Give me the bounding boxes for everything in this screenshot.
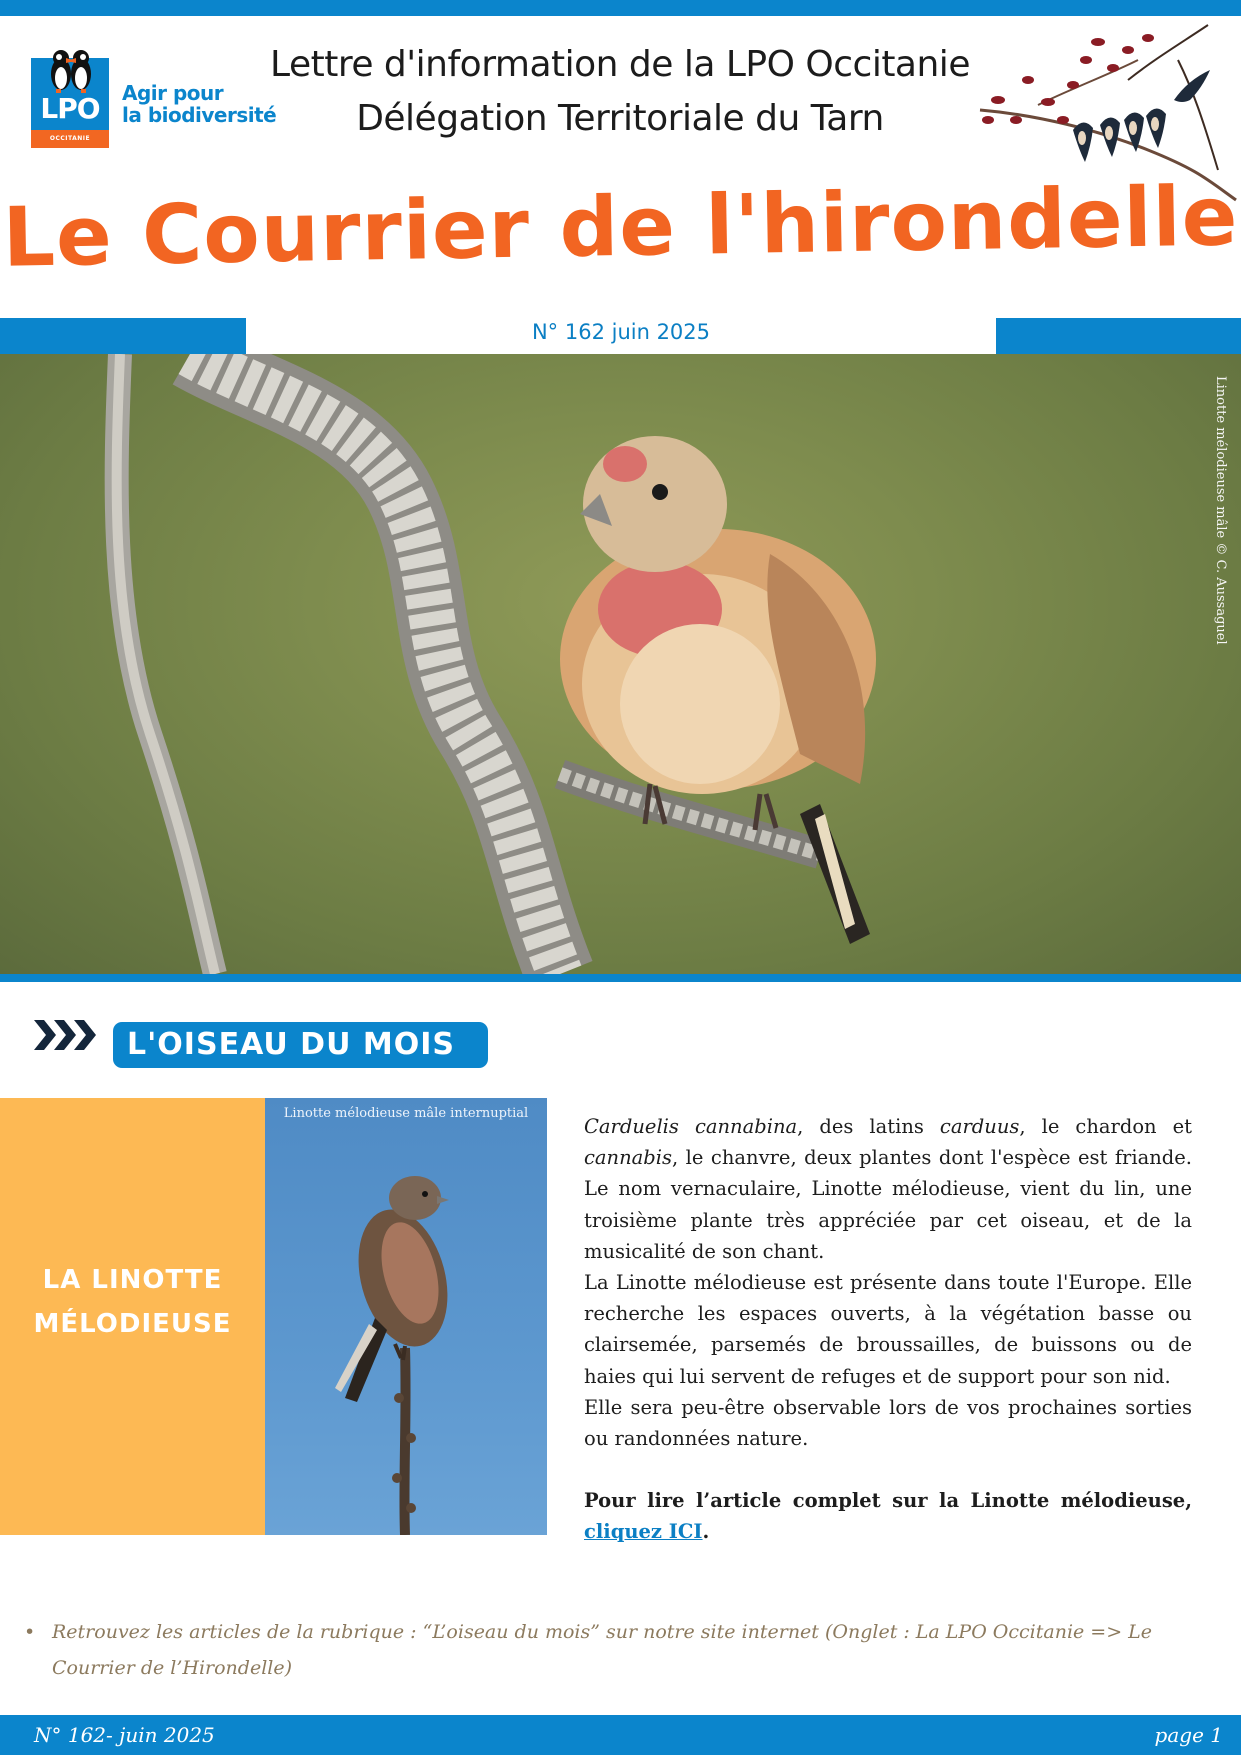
linnet-photo [265,1098,547,1535]
linnet-photo-caption: Linotte mélodieuse mâle internuptial [283,1106,529,1121]
logo-region: OCCITANIE [31,130,109,148]
issue-band-left [0,318,246,354]
article-paragraph-3: Elle sera peu-être observable lors de vos prochaines sorties ou randonnées nature. [584,1395,1192,1451]
triple-chevron-icon [34,1016,100,1054]
footer-page-number: page 1 [1154,1723,1223,1747]
logo-tagline-line2: la biodiversité [122,103,277,127]
bird-name-line2: MÉLODIEUSE [33,1309,232,1339]
newsletter-subtitle: Lettre d'information de la LPO Occitanie [270,44,970,85]
hero-photo-credit: Linotte mélodieuse mâle © C. Aussaguel [1213,376,1228,645]
linnet-photo-drawing [265,1098,547,1535]
paragraph-gap [584,1454,1192,1485]
logo-tagline-line1: Agir pour [122,81,224,105]
bird-name-line1: LA LINOTTE [42,1265,223,1295]
hero-photo-drawing [0,354,1241,974]
latin-name: Carduelis cannabina [584,1115,798,1138]
bird-name [0,1258,265,1346]
section-title-bird-of-month: L'OISEAU DU MOIS [113,1022,488,1068]
read-full-article-link[interactable]: cliquez ICI [584,1520,703,1544]
article-paragraph-1 [584,1111,1192,1267]
hero-bottom-bar [0,974,1241,982]
newsletter-title: Le Courrier de l'hirondelle [1,169,1240,286]
article-text: , le chanvre, deux plantes dont l'espèce est friande. Le nom vernaculaire, Linotte mélodieuse, vient du lin, une troisième plante très appréciée par cet oiseau, et de la musicalité de son chant. [584,1146,1192,1263]
issue-band-right [996,318,1241,354]
hero-photo-linnet [0,354,1241,974]
article-text: , le chardon et [1019,1115,1193,1138]
article-body [584,1111,1192,1548]
footer-issue: N° 162- juin 2025 [34,1723,215,1747]
latin-word-carduus: carduus [939,1115,1020,1138]
puffins-logo-icon [39,44,101,94]
issue-number: N° 162 juin 2025 [531,320,711,344]
article-cta [584,1485,1192,1547]
logo-wordmark: LPO [40,92,100,125]
bullet-text: Retrouvez les articles de la rubrique : “L’oiseau du mois” sur notre site internet (Onglet : La LPO Occitanie => Le Courrier de l’Hirondelle) [52,1621,1153,1679]
top-accent-bar [0,0,1241,16]
article-paragraph-2: La Linotte mélodieuse est présente dans toute l'Europe. Elle recherche les espaces ouverts, à la végétation basse ou clairsemée, parsemés de broussailles, de buissons ou de haies qui lui servent de refuges et de support pour son nid. [584,1271,1192,1388]
bullet-marker: • [24,1621,36,1643]
cta-text: Pour lire l’article complet sur la Linotte mélodieuse, [584,1489,1192,1513]
latin-word-cannabis: cannabis [584,1146,673,1170]
article-text: , des latins [797,1115,940,1138]
delegation-subtitle: Délégation Territoriale du Tarn [356,98,884,139]
page-footer [0,1715,1241,1755]
cta-end: . [702,1520,710,1544]
